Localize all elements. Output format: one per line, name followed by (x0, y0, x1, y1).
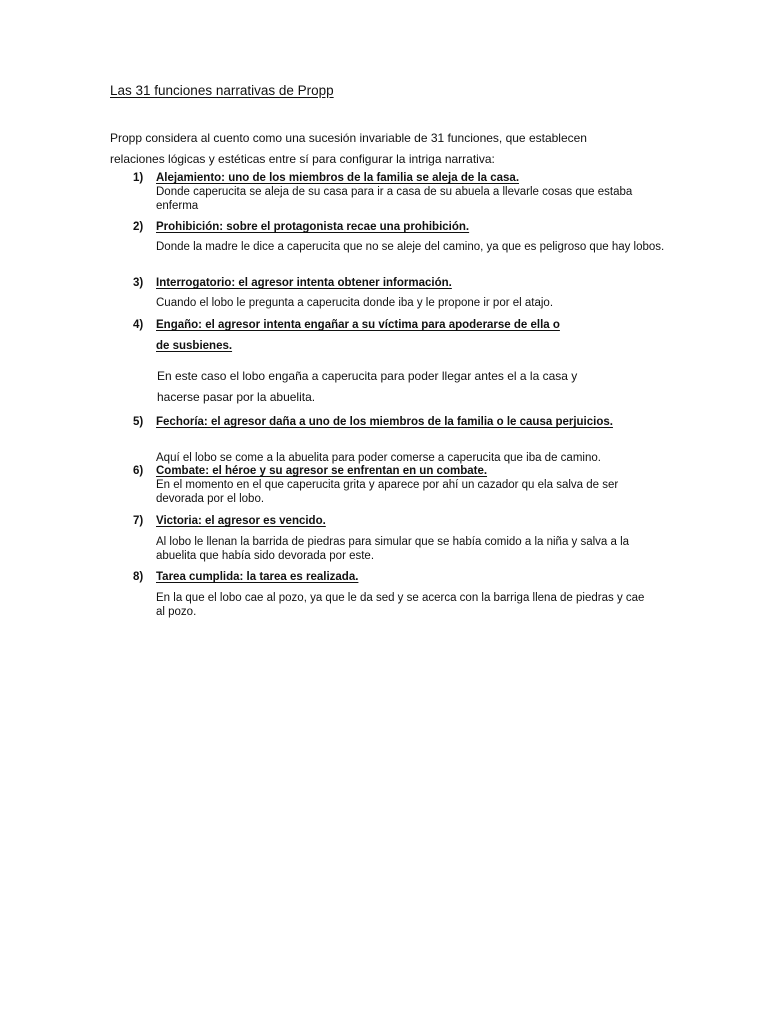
item-text: Donde la madre le dice a caperucita que no se aleje del camino, ya que es peligroso que hay lobos. (156, 241, 665, 253)
item-text: Al lobo le llenan la barrida de piedras para simular que se había comido a la niña y salva a la abuelita que había sido devorada por este. (156, 536, 630, 562)
item-text: Cuando el lobo le pregunta a caperucita donde iba y le propone ir por el atajo. (156, 297, 554, 309)
item-number: 4) (133, 319, 144, 331)
intro-paragraph (110, 128, 670, 170)
item-text-line-2: hacerse pasar por la abuelita. (157, 390, 316, 404)
item-number: 2) (133, 221, 144, 233)
item-heading: Engaño: el agresor intenta engañar a su víctima para apoderarse de ella o (156, 319, 560, 331)
item-text: En la que el lobo cae al pozo, ya que le da sed y se acerca con la barriga llena de piedras y cae al pozo. (156, 592, 645, 618)
item-number: 7) (133, 515, 144, 527)
intro-line-2: relaciones lógicas y estéticas entre sí para configurar la intriga narrativa: (110, 152, 495, 166)
item-text: Aquí el lobo se come a la abuelita para poder comerse a caperucita que iba de camino. (156, 452, 601, 464)
item-number: 8) (133, 571, 144, 583)
item-heading: Interrogatorio: el agresor intenta obtener información. (156, 277, 452, 289)
intro-line-1: Propp considera al cuento como una sucesión invariable de 31 funciones, que establecen (110, 131, 587, 145)
item-heading: Prohibición: sobre el protagonista recae una prohibición. (156, 221, 470, 233)
item-number: 5) (133, 416, 144, 428)
item-number: 3) (133, 277, 144, 289)
item-heading-continued: de susbienes. (156, 340, 233, 352)
item-number: 6) (133, 465, 144, 477)
item-heading: Combate: el héroe y su agresor se enfrentan en un combate. (156, 465, 488, 477)
item-text: Donde caperucita se aleja de su casa para ir a casa de su abuela a llevarle cosas que estaba enferma (156, 186, 633, 212)
item-heading: Fechoría: el agresor daña a uno de los miembros de la familia o le causa perjuicios. (156, 416, 613, 428)
item-heading: Victoria: el agresor es vencido. (156, 515, 326, 527)
document-title: Las 31 funciones narrativas de Propp (110, 83, 334, 98)
item-heading: Alejamiento: uno de los miembros de la familia se aleja de la casa. (156, 172, 520, 184)
item-heading: Tarea cumplida: la tarea es realizada. (156, 571, 359, 583)
item-text-line-1: En este caso el lobo engaña a caperucita para poder llegar antes el a la casa y (157, 369, 578, 383)
item-text: En el momento en el que caperucita grita y aparece por ahí un cazador qu ela salva de ser devorada por el lobo. (156, 479, 619, 505)
item-number: 1) (133, 172, 144, 184)
